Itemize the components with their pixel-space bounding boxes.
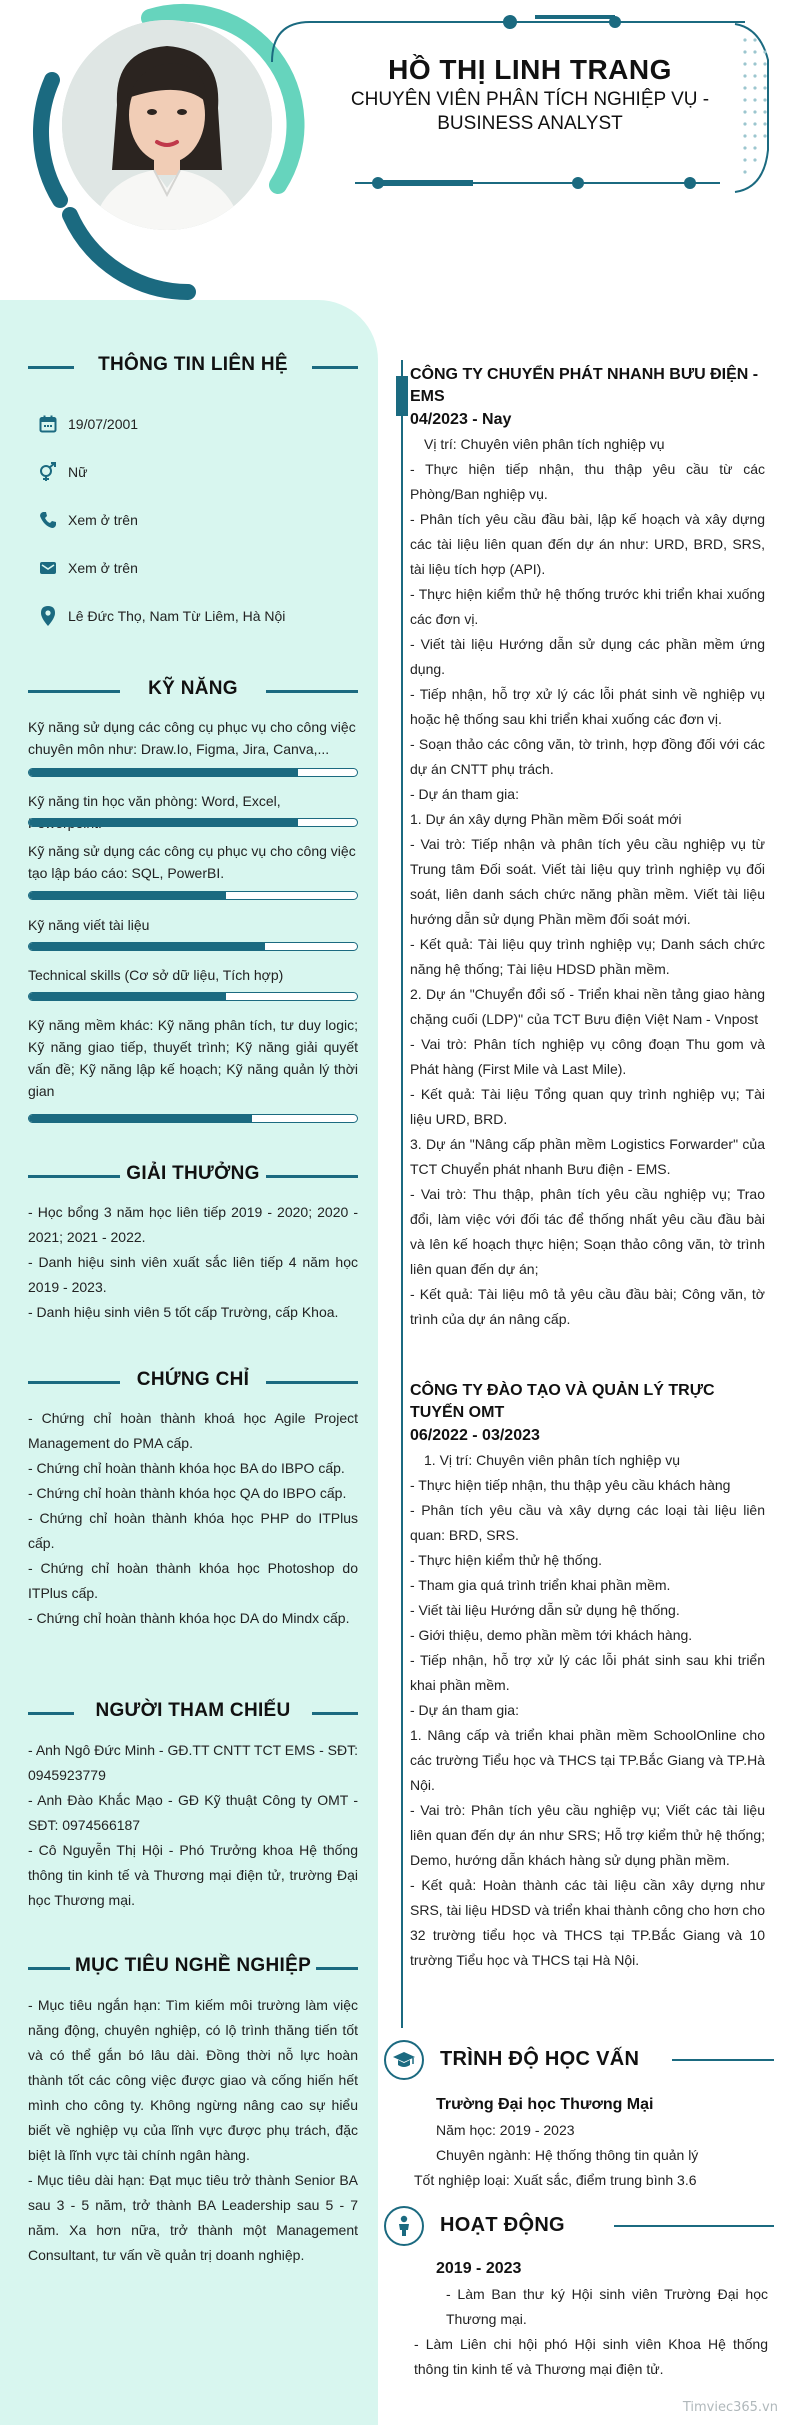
experience-marker xyxy=(396,376,408,416)
contact-title: THÔNG TIN LIÊN HỆ xyxy=(98,354,288,375)
birthday-value: 19/07/2001 xyxy=(68,416,139,432)
job-period: 04/2023 - Nay xyxy=(410,411,512,428)
activities-block xyxy=(414,2256,768,2382)
skill-bar-3-fill xyxy=(29,892,226,899)
job-position: 1. Vị trí: Chuyên viên phân tích nghiệp vụ xyxy=(424,1452,681,1468)
skills-title: KỸ NĂNG xyxy=(148,678,238,699)
experience-ems xyxy=(410,364,765,1332)
certificates-section-heading xyxy=(28,1369,358,1395)
award-item: - Học bổng 3 năm học liên tiếp 2019 - 2020; 2020 - 2021; 2021 - 2022. xyxy=(28,1204,358,1245)
job-detail: - Giới thiệu, demo phần mềm tới khách hàng. xyxy=(410,1627,693,1643)
activity-item: - Làm Ban thư ký Hội sinh viên Trường Đại học Thương mại. xyxy=(446,2286,768,2327)
objective-section-heading xyxy=(28,1955,358,1981)
job-detail: - Dự án tham gia: xyxy=(410,786,519,802)
job-detail: - Phân tích yêu cầu và xây dựng các loại tài liệu liên quan: BRD, SRS. xyxy=(410,1502,765,1543)
role-line-1: CHUYÊN VIÊN PHÂN TÍCH NGHIỆP VỤ - xyxy=(350,89,710,110)
references-title: NGƯỜI THAM CHIẾU xyxy=(95,1700,291,1721)
job-detail: - Kết quả: Tài liệu Tổng quan quy trình nghiệp vụ; Tài liệu URD, BRD. xyxy=(410,1086,765,1127)
activities-period: 2019 - 2023 xyxy=(436,2260,522,2277)
gender-value: Nữ xyxy=(68,464,88,480)
skill-bar-1-fill xyxy=(29,769,298,776)
job-detail: - Dự án tham gia: xyxy=(410,1702,519,1718)
candidate-role xyxy=(340,88,720,136)
company-name: CÔNG TY CHUYỂN PHÁT NHANH BƯU ĐIỆN - EMS xyxy=(410,366,759,405)
job-detail: 3. Dự án "Nâng cấp phần mềm Logistics Forwarder" của TCT Chuyển phát nhanh Bưu điện - EMS. xyxy=(410,1136,765,1177)
job-detail: - Tiếp nhận, hỗ trợ xử lý các lỗi phát sinh về nghiệp vụ hoặc hệ thống sau khi triển khai xuống các đơn vị. xyxy=(410,686,765,727)
education-section-heading xyxy=(384,2040,774,2080)
objective-title: MỤC TIÊU NGHỀ NGHIỆP xyxy=(74,1955,312,1976)
contact-phone xyxy=(38,508,138,532)
reference-item: - Anh Đào Khắc Mạo - GĐ Kỹ thuật Công ty OMT - SĐT: 0974566187 xyxy=(28,1792,358,1833)
job-detail: - Thực hiện tiếp nhận, thu thập yêu cầu khách hàng xyxy=(410,1477,731,1493)
school-name: Trường Đại học Thương Mại xyxy=(436,2096,654,2113)
job-period: 06/2022 - 03/2023 xyxy=(410,1427,540,1444)
certificate-item: - Chứng chỉ hoàn thành khoá học Agile Project Management do PMA cấp. xyxy=(28,1410,358,1451)
reference-item: - Anh Ngô Đức Minh - GĐ.TT CNTT TCT EMS - SĐT: 0945923779 xyxy=(28,1742,358,1783)
location-pin-icon xyxy=(38,606,58,626)
contact-address xyxy=(38,604,285,628)
activities-section-heading xyxy=(384,2206,774,2246)
phone-icon xyxy=(38,510,58,530)
job-detail: - Vai trò: Phân tích yêu cầu nghiệp vụ; Viết các tài liệu liên quan đến dự án như SRS; Hỗ trợ kiểm thử hệ thống; Demo, hướng dẫn khách hàng sử dụng phần mềm. xyxy=(410,1802,765,1868)
email-icon xyxy=(38,558,58,578)
job-detail: - Vai trò: Phân tích nghiệp vụ công đoạn Thu gom và Phát hàng (First Mile và Last Mile). xyxy=(410,1036,765,1077)
job-detail: - Vai trò: Thu thập, phân tích yêu cầu nghiệp vụ; Trao đổi, làm việc với đối tác để thống nhất yêu cầu đầu bài và lên kế hoạch thực hiện; Soạn thảo công văn, tờ trình liên quan đến dự án; xyxy=(410,1186,765,1277)
education-block xyxy=(414,2092,766,2193)
job-detail: - Viết tài liệu Hướng dẫn sử dụng các phần mềm ứng dụng. xyxy=(410,636,765,677)
gender-icon xyxy=(38,462,58,482)
education-major: Chuyên ngành: Hệ thống thông tin quản lý xyxy=(436,2147,699,2163)
reference-item: - Cô Nguyễn Thị Hội - Phó Trưởng khoa Hệ thống thông tin kinh tế và Thương mại điện tử, trường Đại học Thương mại. xyxy=(28,1842,358,1908)
certificate-item: - Chứng chỉ hoàn thành khóa học PHP do ITPlus cấp. xyxy=(28,1510,358,1551)
phone-value: Xem ở trên xyxy=(68,512,138,528)
skill-item-3: Kỹ năng sử dụng các công cụ phục vụ cho công việc tạo lập báo cáo: SQL, PowerBI. xyxy=(28,843,356,881)
certificates-title: CHỨNG CHỈ xyxy=(136,1369,250,1390)
education-title: TRÌNH ĐỘ HỌC VẤN xyxy=(440,2048,640,2070)
activities-title: HOẠT ĐỘNG xyxy=(440,2214,565,2236)
contact-birthday xyxy=(38,412,138,436)
job-detail: 1. Nâng cấp và triển khai phần mềm SchoolOnline cho các trường Tiểu học và THCS tại TP.Bắc Giang và TP.Hà Nội. xyxy=(410,1727,765,1793)
education-years: Năm học: 2019 - 2023 xyxy=(436,2122,575,2138)
graduation-cap-icon xyxy=(384,2040,424,2080)
skill-item-1: Kỹ năng sử dụng các công cụ phục vụ cho công việc chuyên môn như: Draw.Io, Figma, Jira, Canva,... xyxy=(28,719,356,757)
skill-bar-5 xyxy=(28,992,358,1001)
skill-item-5: Technical skills (Cơ sở dữ liệu, Tích hợp) xyxy=(28,967,284,983)
job-detail: - Thực hiện kiểm thử hệ thống. xyxy=(410,1552,603,1568)
job-detail: - Vai trò: Tiếp nhận và phân tích yêu cầu nghiệp vụ từ Trung tâm Đối soát. Viết tài liệu quy trình nghiệp vụ đối soát, liên danh sách chức năng phần mềm. Viết tài liệu hướng dẫn sử dụng Phần mềm đối soát mới. xyxy=(410,836,765,927)
education-grade: Tốt nghiệp loại: Xuất sắc, điểm trung bình 3.6 xyxy=(414,2172,697,2188)
skill-item-2: Kỹ năng tin học văn phòng: Word, Excel, xyxy=(28,793,281,809)
skill-bar-2 xyxy=(28,818,358,827)
person-icon xyxy=(384,2206,424,2246)
job-detail: - Thực hiện kiểm thử hệ thống trước khi triển khai xuống các đơn vị. xyxy=(410,586,765,627)
skills-section-heading xyxy=(28,678,358,704)
awards-title: GIẢI THƯỞNG xyxy=(126,1163,260,1184)
contact-gender xyxy=(38,460,87,484)
portrait-photo xyxy=(62,20,272,230)
job-position: Vị trí: Chuyên viên phân tích nghiệp vụ xyxy=(424,436,665,452)
skill-bar-4 xyxy=(28,942,358,951)
contact-section-heading xyxy=(28,354,358,380)
skill-bar-4-fill xyxy=(29,943,265,950)
skill-bar-6 xyxy=(28,1114,358,1123)
candidate-name: HỒ THỊ LINH TRANG xyxy=(388,54,672,85)
skill-item-4: Kỹ năng viết tài liệu xyxy=(28,917,150,933)
email-value: Xem ở trên xyxy=(68,560,138,576)
certificate-item: - Chứng chỉ hoàn thành khóa học QA do IBPO cấp. xyxy=(28,1485,347,1501)
certificate-item: - Chứng chỉ hoàn thành khóa học BA do IBPO cấp. xyxy=(28,1460,345,1476)
job-detail: - Viết tài liệu Hướng dẫn sử dụng hệ thống. xyxy=(410,1602,680,1618)
activity-item: - Làm Liên chi hội phó Hội sinh viên Khoa Hệ thống thông tin kinh tế và Thương mại điện tử. xyxy=(414,2336,768,2377)
skill-bar-3 xyxy=(28,891,358,900)
skill-bar-2-fill xyxy=(29,819,298,826)
job-detail: - Phân tích yêu cầu đầu bài, lập kế hoạch và xây dựng các tài liệu liên quan đến dự án như: URD, BRD, SRS, tài liệu tích hợp (API). xyxy=(410,511,765,577)
references-section-heading xyxy=(28,1700,358,1726)
calendar-icon xyxy=(38,414,58,434)
certificate-item: - Chứng chỉ hoàn thành khóa học DA do Mindx cấp. xyxy=(28,1610,350,1626)
job-detail: - Thực hiện tiếp nhận, thu thập yêu cầu từ các Phòng/Ban nghiệp vụ. xyxy=(410,461,765,502)
job-detail: 1. Dự án xây dựng Phần mềm Đối soát mới xyxy=(410,811,682,827)
certificate-item: - Chứng chỉ hoàn thành khóa học Photoshop do ITPlus cấp. xyxy=(28,1560,358,1601)
awards-list xyxy=(28,1200,358,1325)
references-list xyxy=(28,1738,358,1913)
job-detail: 2. Dự án "Chuyển đổi số - Triển khai nền tảng giao hàng chặng cuối (LDP)" của TCT Bưu điện Việt Nam - Vnpost xyxy=(410,986,765,1027)
skill-item-6: Kỹ năng mềm khác: Kỹ năng phân tích, tư duy logic; Kỹ năng giao tiếp, thuyết trình; Kỹ năng giải quyết vấn đề; Kỹ năng lập kế hoạch; Kỹ năng quản lý thời gian xyxy=(28,1017,358,1099)
job-detail: - Soạn thảo các công văn, tờ trình, hợp đồng đối với các dự án CNTT phụ trách. xyxy=(410,736,765,777)
job-detail: - Kết quả: Tài liệu mô tả yêu cầu đầu bài; Công văn, tờ trình của dự án nâng cấp. xyxy=(410,1286,765,1327)
certificates-list xyxy=(28,1406,358,1631)
watermark: Timviec365.vn xyxy=(682,2400,778,2415)
award-item: - Danh hiệu sinh viên 5 tốt cấp Trường, cấp Khoa. xyxy=(28,1304,339,1320)
skill-bar-5-fill xyxy=(29,993,226,1000)
header xyxy=(0,0,800,300)
objective-item: - Mục tiêu dài hạn: Đạt mục tiêu trở thành Senior BA sau 3 - 5 năm, trở thành BA Leadership sau 5 - 7 năm. Xa hơn nữa, trở thành một Management Consultant, tư vấn về quản trị doanh nghiệp. xyxy=(28,2172,358,2263)
avatar xyxy=(62,20,272,230)
skill-bar-6-fill xyxy=(29,1115,252,1122)
objective-item: - Mục tiêu ngắn hạn: Tìm kiếm môi trường làm việc năng động, chuyên nghiệp, có lộ trình thăng tiến tốt và có thể gắn bó lâu dài. Đồng thời nỗ lực hoàn thành tốt các công việc được giao và cống hiến hết mình cho công ty. Không ngừng nâng cao sự hiểu biết về nghiệp vụ của lĩnh vực được phụ trách, đặc biệt là lĩnh vực tài chính ngân hàng. xyxy=(28,1997,358,2163)
company-name: CÔNG TY ĐÀO TẠO VÀ QUẢN LÝ TRỰC TUYẾN OMT xyxy=(410,1382,715,1421)
awards-section-heading xyxy=(28,1163,358,1189)
objective-list xyxy=(28,1993,358,2268)
skill-bar-1 xyxy=(28,768,358,777)
job-detail: - Kết quả: Tài liệu quy trình nghiệp vụ; Danh sách chức năng hệ thống; Tài liệu HDSD phần mềm. xyxy=(410,936,765,977)
experience-timeline xyxy=(401,360,403,2028)
contact-email xyxy=(38,556,138,580)
award-item: - Danh hiệu sinh viên xuất sắc liên tiếp 4 năm học 2019 - 2023. xyxy=(28,1254,358,1295)
experience-omt xyxy=(410,1380,765,1973)
job-detail: - Tham gia quá trình triển khai phần mềm. xyxy=(410,1577,671,1593)
address-value: Lê Đức Thọ, Nam Từ Liêm, Hà Nội xyxy=(68,608,286,624)
job-detail: - Kết quả: Hoàn thành các tài liệu cần xây dựng như SRS, tài liệu HDSD và triển khai thành công cho hơn cho 32 trường tiểu học và THCS tại TP.Bắc Giang và 10 trường Tiểu học và THCS tại Hà Nội. xyxy=(410,1877,765,1968)
role-line-2: BUSINESS ANALYST xyxy=(437,113,623,134)
job-detail: - Tiếp nhận, hỗ trợ xử lý các lỗi phát sinh sau khi triển khai phần mềm. xyxy=(410,1652,765,1693)
